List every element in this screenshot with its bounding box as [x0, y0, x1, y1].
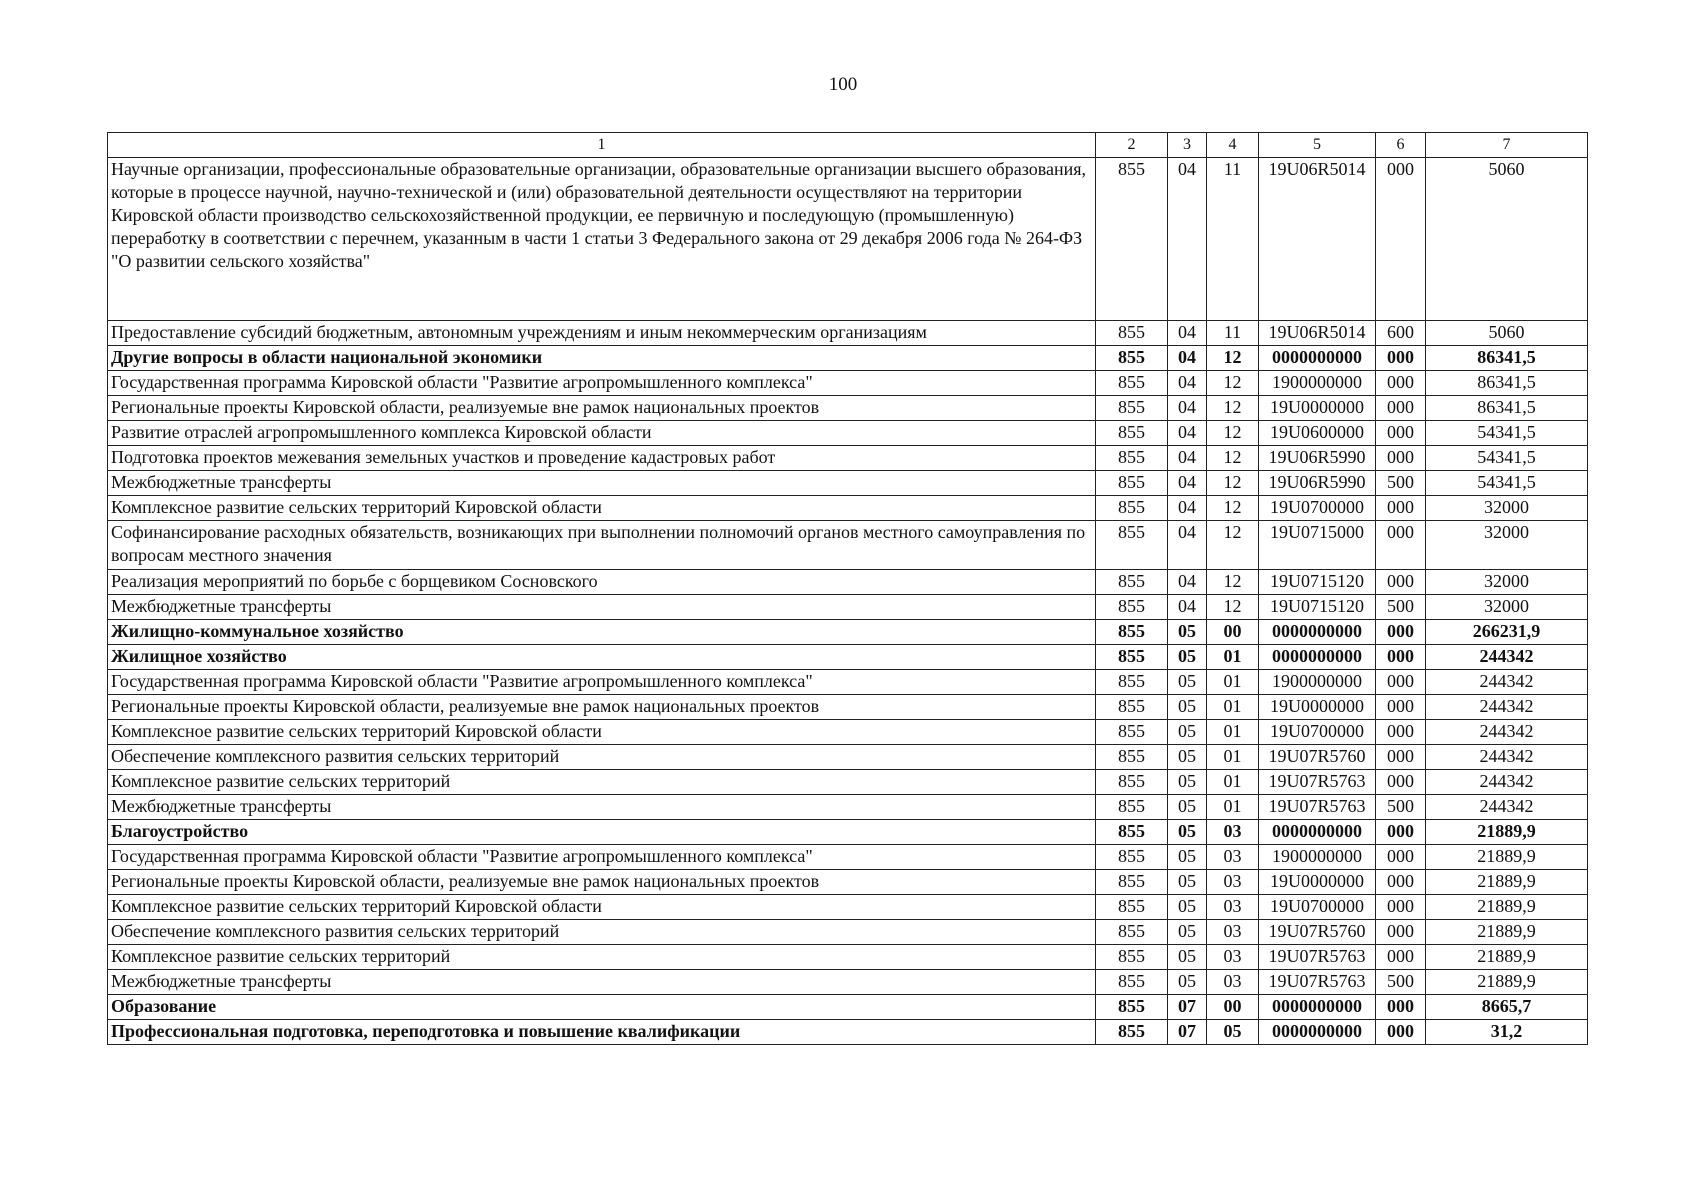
amount: 32000 [1426, 496, 1588, 521]
target-article-code: 19U0000000 [1259, 695, 1376, 720]
column-header: 7 [1426, 133, 1588, 158]
subsection-code: 03 [1207, 945, 1259, 970]
table-row [108, 570, 1588, 595]
section-code: 04 [1168, 371, 1207, 396]
subsection-code: 12 [1207, 371, 1259, 396]
expense-type-code: 000 [1376, 620, 1426, 645]
expense-type-code: 000 [1376, 446, 1426, 471]
section-code: 04 [1168, 346, 1207, 371]
target-article-code: 19U06R5014 [1259, 158, 1376, 321]
subsection-code: 01 [1207, 795, 1259, 820]
section-code: 04 [1168, 595, 1207, 620]
subsection-code: 03 [1207, 820, 1259, 845]
expense-type-code: 000 [1376, 770, 1426, 795]
subsection-code: 01 [1207, 670, 1259, 695]
column-header: 3 [1168, 133, 1207, 158]
grbs-code: 855 [1096, 158, 1168, 321]
row-name: Межбюджетные трансферты [108, 970, 1096, 995]
amount: 244342 [1426, 770, 1588, 795]
section-code: 07 [1168, 995, 1207, 1020]
amount: 21889,9 [1426, 820, 1588, 845]
grbs-code: 855 [1096, 695, 1168, 720]
row-name: Подготовка проектов межевания земельных участков и проведение кадастровых работ [108, 446, 1096, 471]
subsection-code: 03 [1207, 845, 1259, 870]
expense-type-code: 000 [1376, 645, 1426, 670]
target-article-code: 19U0700000 [1259, 496, 1376, 521]
table-row [108, 995, 1588, 1020]
table-row [108, 620, 1588, 645]
target-article-code: 0000000000 [1259, 995, 1376, 1020]
target-article-code: 19U0715120 [1259, 595, 1376, 620]
expense-type-code: 000 [1376, 720, 1426, 745]
expense-type-code: 000 [1376, 421, 1426, 446]
subsection-code: 03 [1207, 895, 1259, 920]
expense-type-code: 000 [1376, 895, 1426, 920]
grbs-code: 855 [1096, 995, 1168, 1020]
table-body [108, 158, 1588, 1045]
grbs-code: 855 [1096, 421, 1168, 446]
table-row [108, 521, 1588, 570]
expense-type-code: 000 [1376, 995, 1426, 1020]
amount: 8665,7 [1426, 995, 1588, 1020]
subsection-code: 01 [1207, 720, 1259, 745]
row-name: Другие вопросы в области национальной экономики [108, 346, 1096, 371]
subsection-code: 12 [1207, 396, 1259, 421]
row-name: Комплексное развитие сельских территорий Кировской области [108, 895, 1096, 920]
target-article-code: 1900000000 [1259, 845, 1376, 870]
target-article-code: 19U0700000 [1259, 720, 1376, 745]
table-row [108, 770, 1588, 795]
table-row [108, 970, 1588, 995]
amount: 32000 [1426, 570, 1588, 595]
grbs-code: 855 [1096, 670, 1168, 695]
row-name: Комплексное развитие сельских территорий Кировской области [108, 496, 1096, 521]
subsection-code: 12 [1207, 496, 1259, 521]
section-code: 05 [1168, 820, 1207, 845]
amount: 32000 [1426, 521, 1588, 570]
expense-type-code: 000 [1376, 570, 1426, 595]
subsection-code: 11 [1207, 158, 1259, 321]
amount: 266231,9 [1426, 620, 1588, 645]
target-article-code: 19U06R5014 [1259, 321, 1376, 346]
amount: 244342 [1426, 720, 1588, 745]
expense-type-code: 000 [1376, 496, 1426, 521]
target-article-code: 0000000000 [1259, 346, 1376, 371]
expense-type-code: 000 [1376, 670, 1426, 695]
subsection-code: 12 [1207, 595, 1259, 620]
table-row [108, 158, 1588, 321]
grbs-code: 855 [1096, 396, 1168, 421]
subsection-code: 03 [1207, 870, 1259, 895]
subsection-code: 03 [1207, 970, 1259, 995]
amount: 244342 [1426, 645, 1588, 670]
target-article-code: 19U06R5990 [1259, 446, 1376, 471]
target-article-code: 19U0700000 [1259, 895, 1376, 920]
grbs-code: 855 [1096, 521, 1168, 570]
section-code: 05 [1168, 695, 1207, 720]
subsection-code: 12 [1207, 570, 1259, 595]
grbs-code: 855 [1096, 970, 1168, 995]
expense-type-code: 000 [1376, 1020, 1426, 1045]
subsection-code: 00 [1207, 620, 1259, 645]
grbs-code: 855 [1096, 346, 1168, 371]
section-code: 05 [1168, 970, 1207, 995]
target-article-code: 19U0000000 [1259, 870, 1376, 895]
grbs-code: 855 [1096, 920, 1168, 945]
target-article-code: 0000000000 [1259, 645, 1376, 670]
amount: 21889,9 [1426, 845, 1588, 870]
row-name: Комплексное развитие сельских территорий [108, 945, 1096, 970]
row-name: Жилищное хозяйство [108, 645, 1096, 670]
grbs-code: 855 [1096, 371, 1168, 396]
section-code: 05 [1168, 870, 1207, 895]
table-row [108, 346, 1588, 371]
expense-type-code: 000 [1376, 920, 1426, 945]
expense-type-code: 000 [1376, 396, 1426, 421]
amount: 244342 [1426, 795, 1588, 820]
grbs-code: 855 [1096, 720, 1168, 745]
table-row [108, 371, 1588, 396]
row-name: Обеспечение комплексного развития сельских территорий [108, 920, 1096, 945]
expense-type-code: 000 [1376, 945, 1426, 970]
grbs-code: 855 [1096, 820, 1168, 845]
column-header: 4 [1207, 133, 1259, 158]
row-name: Комплексное развитие сельских территорий Кировской области [108, 720, 1096, 745]
row-name: Государственная программа Кировской области "Развитие агропромышленного комплекса" [108, 845, 1096, 870]
table-row [108, 396, 1588, 421]
target-article-code: 19U07R5763 [1259, 970, 1376, 995]
table-row [108, 496, 1588, 521]
amount: 21889,9 [1426, 945, 1588, 970]
table-row [108, 920, 1588, 945]
amount: 21889,9 [1426, 920, 1588, 945]
column-header: 1 [108, 133, 1096, 158]
target-article-code: 19U0715120 [1259, 570, 1376, 595]
amount: 86341,5 [1426, 346, 1588, 371]
table-row [108, 421, 1588, 446]
section-code: 04 [1168, 471, 1207, 496]
subsection-code: 12 [1207, 521, 1259, 570]
row-name: Развитие отраслей агропромышленного комплекса Кировской области [108, 421, 1096, 446]
section-code: 05 [1168, 920, 1207, 945]
table-row [108, 795, 1588, 820]
amount: 244342 [1426, 670, 1588, 695]
row-name: Региональные проекты Кировской области, реализуемые вне рамок национальных проектов [108, 870, 1096, 895]
target-article-code: 1900000000 [1259, 371, 1376, 396]
section-code: 04 [1168, 421, 1207, 446]
table-row [108, 870, 1588, 895]
target-article-code: 0000000000 [1259, 620, 1376, 645]
table-row [108, 321, 1588, 346]
target-article-code: 19U07R5760 [1259, 745, 1376, 770]
section-code: 05 [1168, 745, 1207, 770]
column-header: 6 [1376, 133, 1426, 158]
table-row [108, 695, 1588, 720]
amount: 244342 [1426, 695, 1588, 720]
expense-type-code: 000 [1376, 346, 1426, 371]
expense-type-code: 000 [1376, 870, 1426, 895]
table-row [108, 945, 1588, 970]
row-name: Межбюджетные трансферты [108, 795, 1096, 820]
subsection-code: 12 [1207, 346, 1259, 371]
row-name: Благоустройство [108, 820, 1096, 845]
expense-type-code: 500 [1376, 595, 1426, 620]
target-article-code: 19U07R5763 [1259, 795, 1376, 820]
expense-type-code: 000 [1376, 820, 1426, 845]
subsection-code: 01 [1207, 745, 1259, 770]
target-article-code: 19U0600000 [1259, 421, 1376, 446]
table-row [108, 471, 1588, 496]
grbs-code: 855 [1096, 770, 1168, 795]
target-article-code: 19U0000000 [1259, 396, 1376, 421]
subsection-code: 12 [1207, 446, 1259, 471]
target-article-code: 19U07R5760 [1259, 920, 1376, 945]
amount: 5060 [1426, 321, 1588, 346]
target-article-code: 19U0715000 [1259, 521, 1376, 570]
amount: 86341,5 [1426, 396, 1588, 421]
page-number: 100 [828, 74, 858, 95]
expense-type-code: 500 [1376, 970, 1426, 995]
table-row [108, 1020, 1588, 1045]
section-code: 05 [1168, 770, 1207, 795]
target-article-code: 0000000000 [1259, 820, 1376, 845]
grbs-code: 855 [1096, 496, 1168, 521]
column-number-row [108, 133, 1588, 158]
section-code: 05 [1168, 670, 1207, 695]
row-name: Обеспечение комплексного развития сельских территорий [108, 745, 1096, 770]
target-article-code: 19U06R5990 [1259, 471, 1376, 496]
row-name: Межбюджетные трансферты [108, 471, 1096, 496]
grbs-code: 855 [1096, 895, 1168, 920]
row-name: Комплексное развитие сельских территорий [108, 770, 1096, 795]
amount: 32000 [1426, 595, 1588, 620]
row-name: Предоставление субсидий бюджетным, автономным учреждениям и иным некоммерческим организациям [108, 321, 1096, 346]
expense-type-code: 000 [1376, 745, 1426, 770]
amount: 31,2 [1426, 1020, 1588, 1045]
subsection-code: 01 [1207, 645, 1259, 670]
expense-type-code: 500 [1376, 795, 1426, 820]
row-name: Межбюджетные трансферты [108, 595, 1096, 620]
amount: 86341,5 [1426, 371, 1588, 396]
amount: 21889,9 [1426, 895, 1588, 920]
grbs-code: 855 [1096, 1020, 1168, 1045]
target-article-code: 0000000000 [1259, 1020, 1376, 1045]
section-code: 04 [1168, 446, 1207, 471]
subsection-code: 01 [1207, 770, 1259, 795]
grbs-code: 855 [1096, 321, 1168, 346]
section-code: 04 [1168, 570, 1207, 595]
amount: 5060 [1426, 158, 1588, 321]
grbs-code: 855 [1096, 645, 1168, 670]
expense-type-code: 600 [1376, 321, 1426, 346]
grbs-code: 855 [1096, 471, 1168, 496]
amount: 54341,5 [1426, 421, 1588, 446]
subsection-code: 11 [1207, 321, 1259, 346]
amount: 54341,5 [1426, 446, 1588, 471]
amount: 21889,9 [1426, 870, 1588, 895]
table-row [108, 720, 1588, 745]
table-row [108, 670, 1588, 695]
grbs-code: 855 [1096, 570, 1168, 595]
grbs-code: 855 [1096, 595, 1168, 620]
section-code: 05 [1168, 645, 1207, 670]
row-name: Региональные проекты Кировской области, реализуемые вне рамок национальных проектов [108, 695, 1096, 720]
amount: 21889,9 [1426, 970, 1588, 995]
expense-type-code: 000 [1376, 695, 1426, 720]
table-row [108, 645, 1588, 670]
target-article-code: 19U07R5763 [1259, 945, 1376, 970]
amount: 54341,5 [1426, 471, 1588, 496]
table-row [108, 595, 1588, 620]
target-article-code: 19U07R5763 [1259, 770, 1376, 795]
column-header: 2 [1096, 133, 1168, 158]
target-article-code: 1900000000 [1259, 670, 1376, 695]
table-row [108, 820, 1588, 845]
table-row [108, 845, 1588, 870]
row-name: Образование [108, 995, 1096, 1020]
amount: 244342 [1426, 745, 1588, 770]
column-header: 5 [1259, 133, 1376, 158]
expense-type-code: 000 [1376, 158, 1426, 321]
row-name: Реализация мероприятий по борьбе с борщевиком Сосновского [108, 570, 1096, 595]
table-row [108, 446, 1588, 471]
section-code: 05 [1168, 620, 1207, 645]
section-code: 04 [1168, 321, 1207, 346]
section-code: 04 [1168, 521, 1207, 570]
row-name: Жилищно-коммунальное хозяйство [108, 620, 1096, 645]
table-row [108, 745, 1588, 770]
section-code: 05 [1168, 795, 1207, 820]
grbs-code: 855 [1096, 620, 1168, 645]
subsection-code: 12 [1207, 471, 1259, 496]
subsection-code: 03 [1207, 920, 1259, 945]
grbs-code: 855 [1096, 845, 1168, 870]
section-code: 05 [1168, 945, 1207, 970]
section-code: 05 [1168, 845, 1207, 870]
grbs-code: 855 [1096, 745, 1168, 770]
row-name: Профессиональная подготовка, переподготовка и повышение квалификации [108, 1020, 1096, 1045]
grbs-code: 855 [1096, 795, 1168, 820]
grbs-code: 855 [1096, 870, 1168, 895]
subsection-code: 00 [1207, 995, 1259, 1020]
budget-table [107, 132, 1588, 1045]
section-code: 04 [1168, 496, 1207, 521]
section-code: 04 [1168, 396, 1207, 421]
section-code: 04 [1168, 158, 1207, 321]
table-row [108, 895, 1588, 920]
section-code: 05 [1168, 895, 1207, 920]
expense-type-code: 000 [1376, 371, 1426, 396]
row-name: Региональные проекты Кировской области, реализуемые вне рамок национальных проектов [108, 396, 1096, 421]
row-name: Научные организации, профессиональные образовательные организации, образовательные организации высшего образования, которые в процессе научной, научно-технической и (или) образовательной деятельности осуществляют на территории Кировской области производство сельскохозяйственной продукции, ее первичную и последующую (промышленную) переработку в соответствии с перечнем, указанным в части 1 статьи 3 Федерального закона от 29 декабря 2006 года № 264-ФЗ "О развитии сельского хозяйства" [108, 158, 1096, 321]
row-name: Государственная программа Кировской области "Развитие агропромышленного комплекса" [108, 670, 1096, 695]
section-code: 07 [1168, 1020, 1207, 1045]
grbs-code: 855 [1096, 945, 1168, 970]
expense-type-code: 000 [1376, 845, 1426, 870]
subsection-code: 01 [1207, 695, 1259, 720]
subsection-code: 05 [1207, 1020, 1259, 1045]
row-name: Государственная программа Кировской области "Развитие агропромышленного комплекса" [108, 371, 1096, 396]
section-code: 05 [1168, 720, 1207, 745]
subsection-code: 12 [1207, 421, 1259, 446]
expense-type-code: 500 [1376, 471, 1426, 496]
expense-type-code: 000 [1376, 521, 1426, 570]
grbs-code: 855 [1096, 446, 1168, 471]
row-name: Софинансирование расходных обязательств, возникающих при выполнении полномочий органов местного самоуправления по вопросам местного значения [108, 521, 1096, 570]
